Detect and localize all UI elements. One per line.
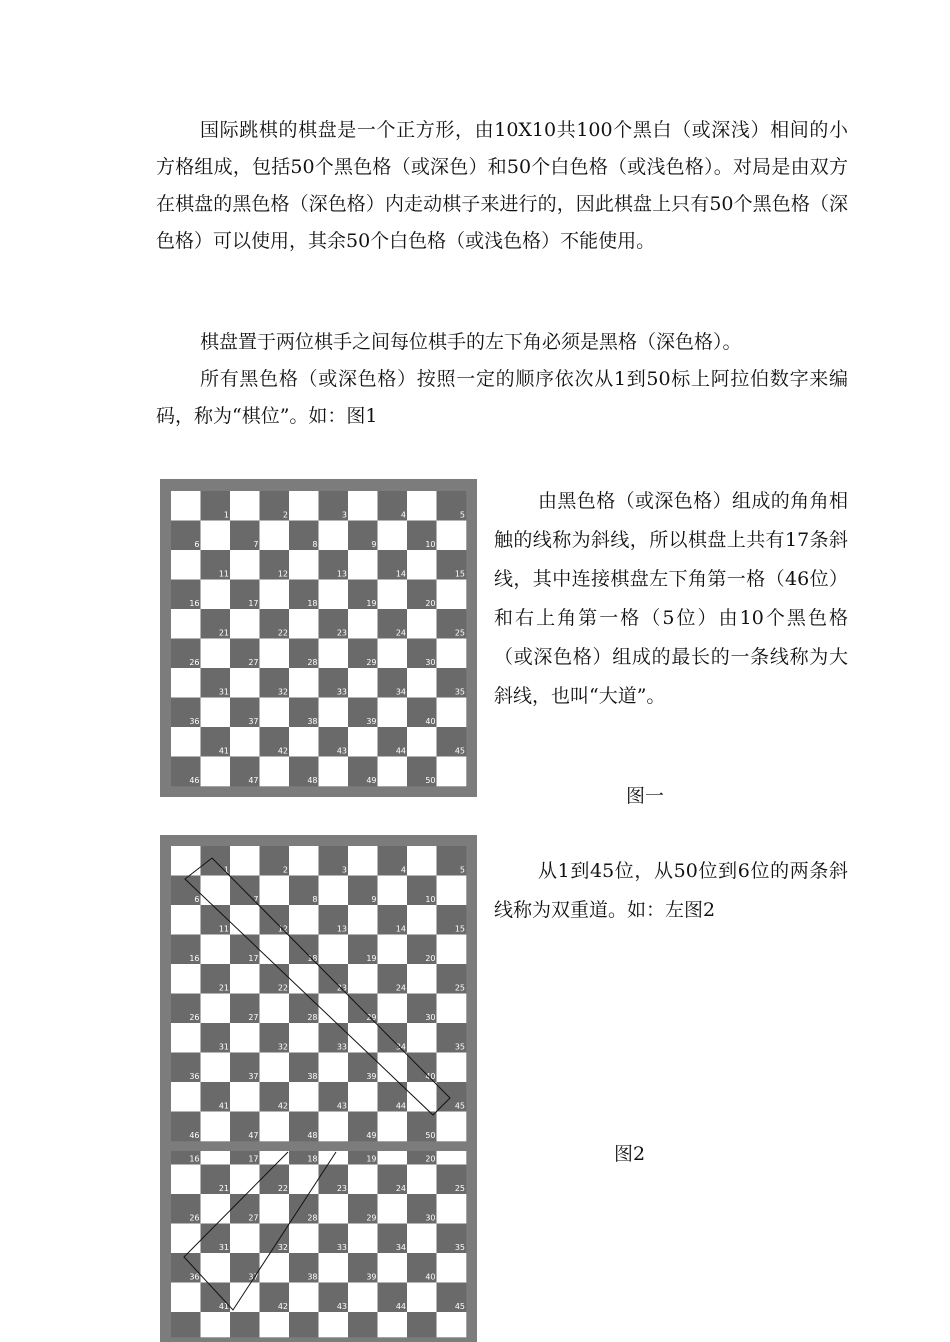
light-square (260, 698, 290, 728)
square-number: 39 (366, 717, 377, 726)
light-square (378, 1151, 408, 1165)
square-number: 21 (218, 1184, 229, 1193)
light-square (260, 876, 290, 906)
light-square (201, 1194, 231, 1224)
light-square (171, 727, 201, 757)
light-square (319, 1253, 349, 1283)
light-square (260, 994, 290, 1024)
light-square (407, 1082, 437, 1112)
light-square (230, 727, 260, 757)
square-number: 19 (366, 599, 377, 608)
square-number: 45 (454, 746, 465, 756)
square-number: 30 (425, 1213, 436, 1223)
square-number: 47 (248, 1131, 259, 1140)
light-square (171, 1023, 201, 1053)
light-square (230, 491, 260, 521)
light-square (348, 609, 378, 639)
square-number: 9 (371, 895, 377, 904)
square-number: 6 (194, 540, 200, 549)
square-number: 14 (395, 924, 406, 934)
light-square (230, 668, 260, 698)
square-number: 22 (277, 628, 288, 638)
light-square (437, 1112, 467, 1142)
square-number: 30 (425, 1013, 436, 1022)
square-number: 33 (336, 687, 347, 697)
light-square (230, 964, 260, 994)
light-square (437, 757, 467, 787)
square-number: 33 (336, 1243, 347, 1252)
light-square (437, 521, 467, 551)
square-number: 19 (366, 954, 377, 963)
square-number: 43 (336, 1302, 347, 1311)
light-square (201, 935, 231, 965)
light-square (437, 1194, 467, 1224)
light-square (260, 1194, 290, 1224)
square-number: 49 (366, 776, 377, 785)
square-number: 41 (218, 1101, 229, 1111)
light-square (171, 609, 201, 639)
square-number: 47 (248, 776, 259, 785)
square-number: 38 (307, 1072, 318, 1081)
numbering-paragraph: 所有黑色格（或深色格）按照一定的顺序依次从1到50标上阿拉伯数字来编码，称为“棋位”。如：图1 (156, 368, 848, 427)
light-square (289, 905, 319, 935)
square-number: 7 (253, 540, 259, 549)
light-square (437, 1253, 467, 1283)
square-number: 26 (189, 1013, 200, 1022)
light-square (378, 1112, 408, 1142)
square-number: 29 (366, 1013, 377, 1022)
square-number: 37 (248, 1072, 259, 1081)
square-number: 39 (366, 1072, 377, 1081)
light-square (289, 668, 319, 698)
light-square (230, 1082, 260, 1112)
dark-square (407, 1312, 437, 1337)
light-square (407, 1224, 437, 1254)
light-square (407, 1023, 437, 1053)
light-square (437, 639, 467, 669)
square-number: 1 (223, 510, 229, 520)
light-square (348, 905, 378, 935)
light-square (201, 994, 231, 1024)
square-number: 32 (277, 1042, 288, 1052)
light-square (319, 1151, 349, 1165)
light-square (171, 846, 201, 876)
light-square (378, 639, 408, 669)
square-number: 40 (425, 1072, 436, 1081)
light-square (201, 757, 231, 787)
light-square (289, 1082, 319, 1112)
square-number: 35 (454, 1243, 465, 1252)
square-number: 17 (248, 954, 259, 963)
light-square (407, 491, 437, 521)
square-number: 46 (189, 776, 200, 785)
light-square (260, 935, 290, 965)
light-square (407, 846, 437, 876)
square-number: 44 (395, 746, 406, 756)
light-square (319, 639, 349, 669)
square-number: 35 (454, 687, 465, 697)
square-number: 50 (425, 776, 436, 785)
square-number: 26 (189, 1213, 200, 1223)
square-number: 27 (248, 1213, 259, 1223)
light-square (230, 1165, 260, 1195)
light-square (437, 1312, 467, 1337)
light-square (437, 876, 467, 906)
square-number: 44 (395, 1101, 406, 1111)
light-square (171, 1283, 201, 1313)
square-number: 21 (218, 628, 229, 638)
light-square (201, 1112, 231, 1142)
light-square (319, 1194, 349, 1224)
light-square (348, 668, 378, 698)
light-square (407, 964, 437, 994)
board-figure-2-continued (160, 1142, 477, 1342)
square-number: 5 (459, 510, 465, 520)
dark-square (289, 1312, 319, 1337)
light-square (348, 1165, 378, 1195)
light-square (201, 1151, 231, 1165)
light-square (171, 1082, 201, 1112)
light-square (171, 491, 201, 521)
square-number: 3 (341, 510, 347, 520)
dark-square (171, 1312, 201, 1337)
square-number: 34 (395, 687, 406, 697)
light-square (289, 727, 319, 757)
square-number: 43 (336, 746, 347, 756)
light-square (260, 1112, 290, 1142)
light-square (378, 876, 408, 906)
square-number: 12 (277, 924, 288, 934)
light-square (319, 935, 349, 965)
light-square (348, 846, 378, 876)
light-square (319, 580, 349, 610)
square-number: 20 (425, 599, 436, 608)
square-number: 4 (400, 510, 406, 520)
square-number: 36 (189, 717, 200, 726)
square-number: 22 (277, 1184, 288, 1193)
light-square (319, 1112, 349, 1142)
square-number: 24 (395, 983, 406, 993)
light-square (437, 698, 467, 728)
square-number: 39 (366, 1272, 377, 1282)
square-number: 48 (307, 776, 318, 785)
square-number: 3 (341, 865, 347, 875)
square-number: 28 (307, 1013, 318, 1022)
square-number: 20 (425, 954, 436, 963)
square-number: 24 (395, 1184, 406, 1193)
light-square (201, 639, 231, 669)
light-square (348, 1224, 378, 1254)
light-square (289, 550, 319, 580)
light-square (260, 1253, 290, 1283)
square-number: 45 (454, 1302, 465, 1311)
square-number: 5 (459, 865, 465, 875)
square-number: 31 (218, 1243, 229, 1252)
square-number: 11 (218, 924, 229, 934)
square-number: 11 (218, 569, 229, 579)
square-number: 49 (366, 1131, 377, 1140)
square-number: 1 (223, 865, 229, 875)
square-number: 24 (395, 628, 406, 638)
light-square (437, 935, 467, 965)
light-square (319, 757, 349, 787)
light-square (230, 846, 260, 876)
light-square (260, 1312, 290, 1337)
light-square (171, 964, 201, 994)
square-number: 9 (371, 540, 377, 549)
light-square (378, 698, 408, 728)
light-square (407, 905, 437, 935)
square-number: 37 (248, 717, 259, 726)
square-number: 13 (336, 924, 347, 934)
square-number: 32 (277, 687, 288, 697)
square-number: 31 (218, 687, 229, 697)
light-square (378, 1194, 408, 1224)
light-square (171, 905, 201, 935)
light-square (319, 876, 349, 906)
light-square (437, 1053, 467, 1083)
square-number: 37 (248, 1272, 259, 1282)
square-number: 25 (454, 983, 465, 993)
light-square (289, 1023, 319, 1053)
square-number: 31 (218, 1042, 229, 1052)
light-square (230, 905, 260, 935)
square-number: 10 (425, 540, 436, 549)
figure-1-caption: 图一 (626, 785, 665, 807)
light-square (407, 609, 437, 639)
dark-square (348, 1312, 378, 1337)
light-square (407, 550, 437, 580)
square-number: 15 (454, 924, 465, 934)
square-number: 16 (189, 599, 200, 608)
square-number: 25 (454, 628, 465, 638)
light-square (378, 580, 408, 610)
square-number: 27 (248, 658, 259, 667)
square-number: 32 (277, 1243, 288, 1252)
light-square (348, 1283, 378, 1313)
square-number: 10 (425, 895, 436, 904)
light-square (260, 580, 290, 610)
light-square (437, 580, 467, 610)
light-square (289, 846, 319, 876)
light-square (319, 1053, 349, 1083)
square-number: 41 (218, 1302, 229, 1311)
square-number: 13 (336, 569, 347, 579)
light-square (289, 1283, 319, 1313)
light-square (289, 964, 319, 994)
light-square (378, 1053, 408, 1083)
square-number: 36 (189, 1072, 200, 1081)
light-square (260, 1053, 290, 1083)
square-number: 36 (189, 1272, 200, 1282)
light-square (378, 935, 408, 965)
square-number: 26 (189, 658, 200, 667)
light-square (201, 1053, 231, 1083)
square-number: 27 (248, 1013, 259, 1022)
light-square (348, 550, 378, 580)
light-square (319, 521, 349, 551)
square-number: 22 (277, 983, 288, 993)
square-number: 42 (277, 1101, 288, 1111)
light-square (289, 609, 319, 639)
square-number: 18 (307, 954, 318, 963)
square-number: 41 (218, 746, 229, 756)
square-number: 50 (425, 1131, 436, 1140)
checkerboard (160, 835, 477, 1145)
light-square (407, 1165, 437, 1195)
square-number: 28 (307, 1213, 318, 1223)
light-square (319, 1312, 349, 1337)
light-square (348, 964, 378, 994)
square-number: 38 (307, 1272, 318, 1282)
light-square (171, 668, 201, 698)
orientation-paragraph: 棋盘置于两位棋手之间每位棋手的左下角必须是黑格（深色格）。 (200, 331, 742, 353)
square-number: 21 (218, 983, 229, 993)
square-number: 25 (454, 1184, 465, 1193)
square-number: 16 (189, 954, 200, 963)
square-number: 20 (425, 1154, 436, 1164)
light-square (319, 994, 349, 1024)
light-square (201, 521, 231, 551)
light-square (319, 698, 349, 728)
square-number: 23 (336, 1184, 347, 1193)
light-square (171, 1165, 201, 1195)
square-number: 14 (395, 569, 406, 579)
square-number: 38 (307, 717, 318, 726)
light-square (260, 757, 290, 787)
square-number: 12 (277, 569, 288, 579)
light-square (407, 1283, 437, 1313)
square-number: 40 (425, 1272, 436, 1282)
square-number: 40 (425, 717, 436, 726)
square-number: 43 (336, 1101, 347, 1111)
square-number: 34 (395, 1042, 406, 1052)
light-square (348, 491, 378, 521)
light-square (230, 550, 260, 580)
light-square (230, 1224, 260, 1254)
square-number: 28 (307, 658, 318, 667)
dark-square (230, 1312, 260, 1337)
square-number: 2 (282, 865, 288, 875)
light-square (230, 1023, 260, 1053)
light-square (201, 876, 231, 906)
square-number: 44 (395, 1302, 406, 1311)
square-number: 8 (312, 895, 318, 904)
light-square (260, 639, 290, 669)
square-number: 29 (366, 1213, 377, 1223)
light-square (407, 668, 437, 698)
square-number: 6 (194, 895, 200, 904)
square-number: 42 (277, 1302, 288, 1311)
square-number: 7 (253, 895, 259, 904)
light-square (378, 1253, 408, 1283)
light-square (171, 1224, 201, 1254)
square-number: 17 (248, 599, 259, 608)
square-number: 18 (307, 1154, 318, 1164)
square-number: 42 (277, 746, 288, 756)
square-number: 19 (366, 1154, 377, 1164)
light-square (378, 757, 408, 787)
intro-paragraph: 国际跳棋的棋盘是一个正方形，由10X10共100个黑白（或深浅）相间的小方格组成，包括50个黑色格（或深色）和50个白色格（或浅色格）。对局是由双方在棋盘的黑色格（深色格）内走动棋子来进行的，因此棋盘上只有50个黑色格（深色格）可以使用，其余50个白色格（或浅色格）不能使用。 (156, 119, 848, 252)
light-square (230, 609, 260, 639)
light-square (437, 1151, 467, 1165)
light-square (407, 727, 437, 757)
light-square (201, 698, 231, 728)
square-number: 18 (307, 599, 318, 608)
light-square (171, 550, 201, 580)
double-road-description: 从1到45位，从50位到6位的两条斜线称为双重道。如：左图2 (494, 860, 848, 921)
square-number: 29 (366, 658, 377, 667)
light-square (201, 1312, 231, 1337)
light-square (201, 1253, 231, 1283)
square-number: 17 (248, 1154, 259, 1164)
light-square (348, 727, 378, 757)
light-square (378, 994, 408, 1024)
light-square (437, 994, 467, 1024)
checkerboard (160, 479, 477, 797)
light-square (260, 1151, 290, 1165)
square-number: 2 (282, 510, 288, 520)
light-square (201, 580, 231, 610)
light-square (378, 1312, 408, 1337)
light-square (289, 1224, 319, 1254)
light-square (289, 491, 319, 521)
square-number: 45 (454, 1101, 465, 1111)
board-figure-2 (160, 835, 477, 1145)
square-number: 34 (395, 1243, 406, 1252)
square-number: 30 (425, 658, 436, 667)
square-number: 46 (189, 1131, 200, 1140)
square-number: 48 (307, 1131, 318, 1140)
light-square (348, 1082, 378, 1112)
square-number: 15 (454, 569, 465, 579)
diagonal-description: 由黑色格（或深色格）组成的角角相触的线称为斜线，所以棋盘上共有17条斜线，其中连接棋盘左下角第一格（46位）和右上角第一格（5位）由10个黑色格（或深色格）组成的最长的一条线称为大斜线，也叫“大道”。 (494, 490, 848, 707)
light-square (289, 1165, 319, 1195)
light-square (378, 521, 408, 551)
checkerboard (160, 1142, 477, 1342)
figure-2-caption: 图2 (614, 1143, 646, 1165)
square-number: 33 (336, 1042, 347, 1052)
square-number: 8 (312, 540, 318, 549)
square-number: 23 (336, 983, 347, 993)
board-figure-1 (160, 479, 477, 797)
light-square (260, 521, 290, 551)
square-number: 23 (336, 628, 347, 638)
square-number: 35 (454, 1042, 465, 1052)
square-number: 16 (189, 1154, 200, 1164)
square-number: 4 (400, 865, 406, 875)
